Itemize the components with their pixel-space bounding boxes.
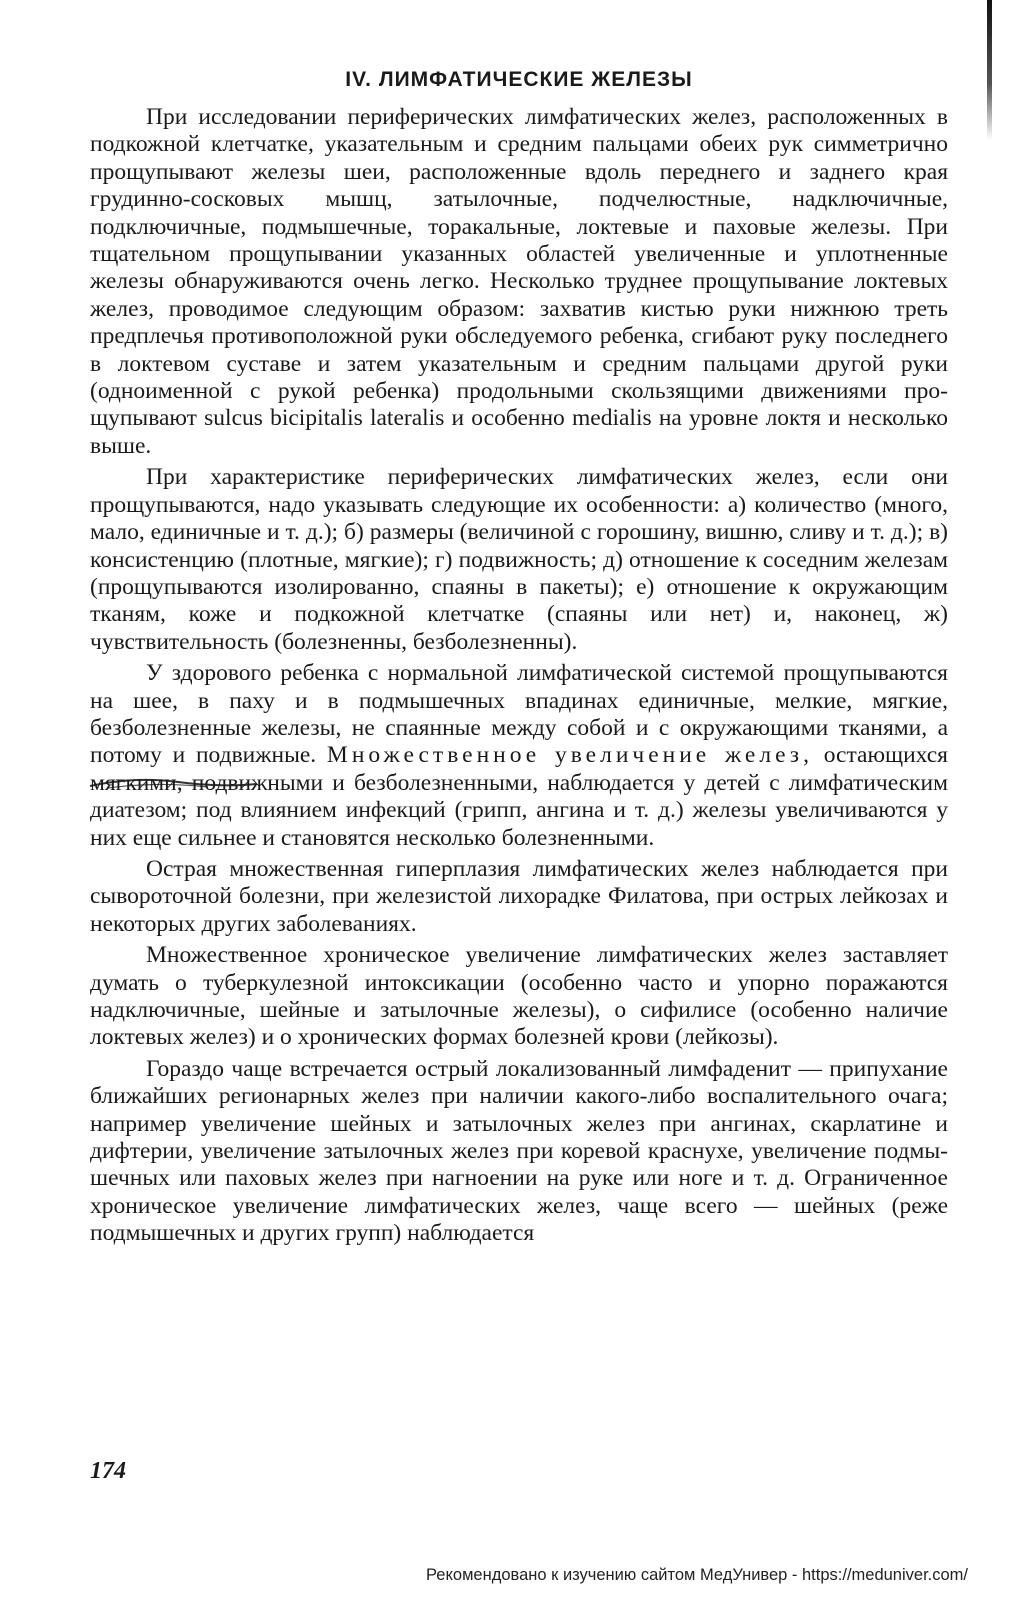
paragraph-palpation: При исследовании периферических лимфатических желез, расположенных в подкожной клетчатке, указательным и средним пальцами обеих рук симметрично прощупывают железы шеи, расположенные вдоль переднего и заднего края грудинно-сосковых мышц, затылочные, подчелюстные, надключичные, подключичные, подмышечные, торакальные, локтевые и паховые железы. При тщательном прощупывании указанных областей увеличенные и уплотненные железы обнаруживаются очень легко. Несколько труднее прощупывание локтевых желез, проводимое следующим образом: захватив кистью руки нижнюю треть предплечья противоположной руки обследуемого ребенка, сгибают руку последнего в локтевом суставе и затем указательным и средним пальцами другой руки (одноименной с рукой ребенка) продольными скользящими движениями прощупывают sulcus bicipitalis lateralis и особенно medialis на уровне локтя и несколько выше. — [90, 104, 948, 459]
book-page — [90, 62, 948, 1252]
paragraph-local-lymphadenitis: Гораздо чаще встречается острый локализованный лимфаденит — припухание ближайших регионарных желез при наличии какого-либо воспалительного очага; например увеличение шейных и затылочных желез при ангинах, скарлатине и дифтерии, увеличение затылочных желез при коревой краснухе, увеличение подмышечных или паховых желез при нагноении на руке или ноге и т. д. Ограниченное хроническое увеличение лимфатических желез, чаще всего — шейных (реже подмышечных и других групп) наблюдается — [90, 1055, 948, 1247]
scan-edge-shadow — [987, 0, 992, 140]
paragraph-characteristics: При характеристике периферических лимфатических желез, если они прощупываются, надо указывать следующие их особенности: а) количество (много, мало, единичные и т. д.); б) размеры (величиной с горошину, вишню, сливу и т. д.); в) консистенцию (плотные, мягкие); г) подвижность; д) отношение к соседним железам (прощупываются изолированно, спаяны в пакеты); е) отношение к окружающим тканям, коже и подкожной клетчатке (спаяны или нет) и, наконец, ж) чувствительность (болезненны, безболезненны). — [90, 464, 948, 655]
spaced-emphasis: Множественное увеличение желез, — [326, 742, 813, 769]
paragraph-healthy-child-end: остающихся мягкими, подвижными и безболезненными, наблюдается у детей с лимфатическим диатезом; под влиянием инфекций (грипп, ангина и т. д.) железы увеличиваются у них еще сильнее и становятся несколько болезненными. — [90, 742, 948, 851]
section-heading: IV. ЛИМФАТИЧЕСКИЕ ЖЕЛЕЗЫ — [345, 68, 693, 91]
paragraph-healthy-child-start: У здорового ребенка с нормальной лимфатической системой прощупываются на шее, в паху и в подмышечных впадинах единичные, мелкие, мягкие, безболезненные железы, не спаянные между собой и с окружающими тканями, а потому и подвижные. — [90, 660, 948, 769]
paragraph-healthy-child — [90, 660, 948, 852]
watermark-footer: Рекомендовано к изучению сайтом МедУнивер - https://meduniver.com/ — [426, 1566, 968, 1584]
paragraph-chronic-enlargement: Множественное хроническое увеличение лимфатических желез заставляет думать о туберкулезной интоксикации (особенно часто и упорно поражаются надключичные, шейные и затылочные железы), о сифилисе (особенно наличие локтевых желез) и о хронических формах болезней крови (лейкозы). — [90, 942, 948, 1051]
page-number: 174 — [90, 1458, 126, 1484]
paragraph-acute-hyperplasia: Острая множественная гиперплазия лимфатических желез наблюдается при сывороточной болезни, при железистой лихорадке Филатова, при острых лейкозах и некоторых других заболеваниях. — [90, 855, 948, 937]
